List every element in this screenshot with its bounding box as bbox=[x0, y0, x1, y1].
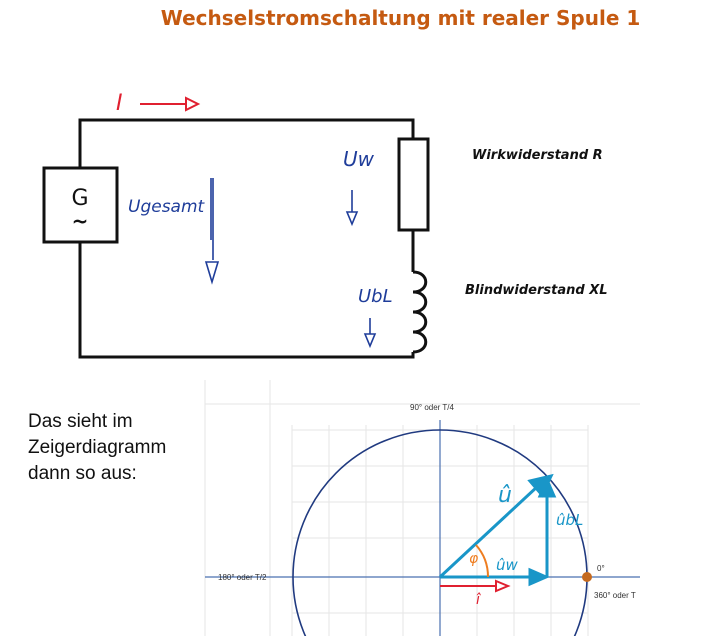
page-title: Wechselstromschaltung mit realer Spule 1 bbox=[160, 6, 641, 30]
vector-i bbox=[440, 581, 508, 591]
generator-label: G bbox=[71, 186, 89, 211]
angle-label: φ bbox=[469, 551, 479, 567]
u-w-arrow bbox=[347, 190, 357, 224]
zero-degree-point bbox=[582, 572, 592, 582]
u-total-arrow bbox=[206, 178, 218, 282]
vector-uw-label: ûw bbox=[496, 556, 518, 574]
vector-u-label: û bbox=[498, 483, 512, 508]
vector-ubl-label: ûbL bbox=[556, 511, 584, 529]
resistor-symbol bbox=[399, 139, 428, 230]
resistor-label: Wirkwiderstand R bbox=[472, 148, 603, 163]
u-w-label: Uw bbox=[343, 147, 374, 171]
u-bl-label: UbL bbox=[358, 286, 393, 307]
vector-u-line bbox=[440, 486, 538, 577]
vector-uw-head bbox=[530, 570, 546, 584]
u-bl-arrow bbox=[365, 318, 375, 346]
current-label: I bbox=[116, 91, 123, 116]
current-arrow bbox=[140, 98, 198, 110]
inductor-coil bbox=[413, 272, 426, 352]
u-total-label: Ugesamt bbox=[128, 197, 205, 217]
label-0: 0° bbox=[597, 564, 605, 573]
label-180: 180° oder T/2 bbox=[218, 573, 267, 582]
vector-i-label: î bbox=[476, 592, 480, 608]
phasor-grid bbox=[205, 380, 640, 636]
caption-text: Das sieht im Zeigerdiagramm dann so aus: bbox=[28, 411, 167, 484]
label-90: 90° oder T/4 bbox=[410, 403, 454, 412]
generator-symbol: ~ bbox=[71, 209, 89, 233]
inductor-label: Blindwiderstand XL bbox=[465, 283, 608, 298]
label-360: 360° oder T bbox=[594, 591, 636, 600]
